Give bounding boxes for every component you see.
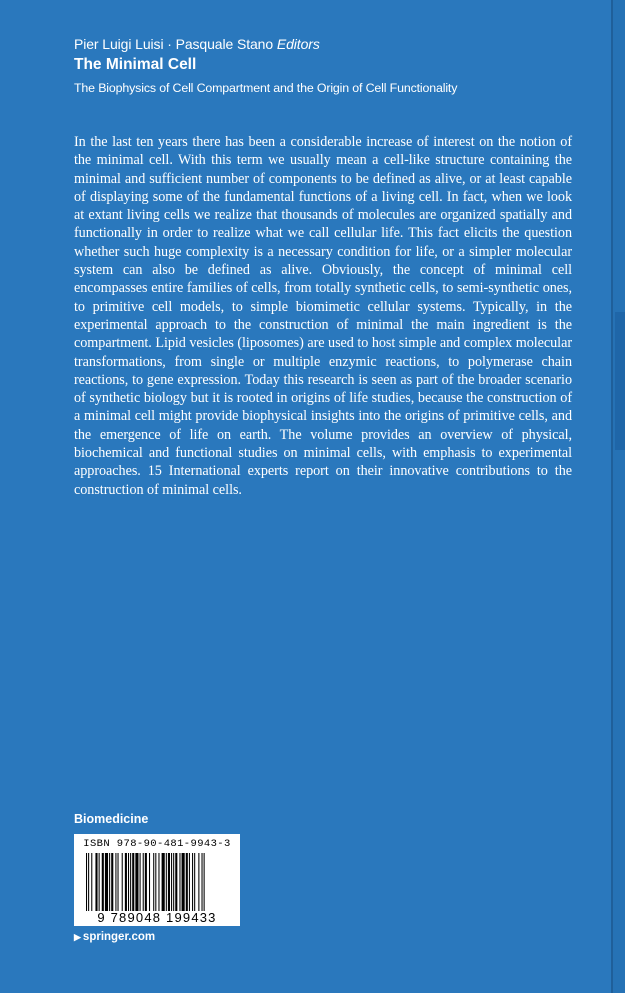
barcode-bar bbox=[118, 853, 119, 911]
barcode-bar bbox=[95, 853, 97, 911]
barcode-bar bbox=[140, 853, 141, 911]
barcode-bar bbox=[166, 853, 167, 911]
barcode-bar bbox=[204, 853, 205, 911]
barcode-bar bbox=[105, 853, 108, 911]
barcode-bar bbox=[143, 853, 144, 911]
barcode-bar bbox=[182, 853, 185, 911]
book-subtitle: The Biophysics of Cell Compartment and the Origin of Cell Functionality bbox=[74, 81, 458, 95]
barcode-bars bbox=[86, 853, 234, 911]
barcode-bar bbox=[194, 853, 195, 911]
barcode-bar bbox=[111, 853, 113, 911]
editors-role: Editors bbox=[276, 36, 320, 52]
barcode-bar bbox=[173, 853, 174, 911]
barcode-bar bbox=[128, 853, 129, 911]
isbn-barcode bbox=[74, 834, 240, 926]
barcode-bar bbox=[155, 853, 156, 911]
barcode-bar bbox=[88, 853, 89, 911]
barcode-bar bbox=[86, 853, 87, 911]
author-names: Pier Luigi Luisi · Pasquale Stano bbox=[74, 36, 274, 52]
barcode-bar bbox=[99, 853, 100, 911]
barcode-bar bbox=[125, 853, 127, 911]
spine-edge bbox=[613, 0, 625, 993]
barcode-digits: 9 789048 199433 bbox=[97, 910, 217, 925]
isbn-label: ISBN 978-90-481-9943-3 bbox=[83, 838, 231, 850]
barcode-bar bbox=[179, 853, 180, 911]
book-title: The Minimal Cell bbox=[74, 56, 197, 73]
barcode-bar bbox=[130, 853, 131, 911]
publisher-website[interactable] bbox=[74, 930, 155, 944]
barcode-bar bbox=[109, 853, 110, 911]
barcode-bar bbox=[198, 853, 199, 911]
back-cover-blurb: In the last ten years there has been a considerable increase of interest on the notion of the minimal cell. With this term we usually mean a cell-like structure containing the minimal and sufficient number of components to be defined as alive, or at least capable of displaying some of the fundamental functions of a living cell. In fact, when we look at extant living cells we realize that thousands of molecules are organized spatially and functionally in order to realize what we call cellular life. This fact elicits the question whether such huge complexity is a necessary condition for life, or a simpler molecular system can also be defined as alive. Obviously, the concept of minimal cell encompasses entire families of cells, from totally synthetic cells, to semi-synthetic ones, to primitive cell models, to simple biomimetic cellular systems. Typically, in the experimental approach to the construction of minimal the main ingredient is the compartment. Lipid vesicles (liposomes) are used to host simple and complex molecular transformations, from single or multiple enzymic reactions, to polymerase chain reactions, to gene expression. Today this research is seen as part of the broader scenario of synthetic biology but it is rooted in origins of life studies, because the construction of a minimal cell might provide biophysical insights into the origins of primitive cells, and the emergence of life on earth. The volume provides an overview of physical, biochemical and functional studies on minimal cells, with emphasis to experimental approaches. 15 International experts report on their innovative contributions to the construction of minimal cells. bbox=[74, 134, 572, 498]
spine-tab bbox=[615, 312, 625, 450]
triangle-right-icon: ▶ bbox=[74, 932, 81, 942]
barcode-bar bbox=[186, 853, 188, 911]
barcode-bar bbox=[189, 853, 190, 911]
barcode-bar bbox=[135, 853, 138, 911]
barcode-bar bbox=[153, 853, 154, 911]
subject-category: Biomedicine bbox=[74, 812, 149, 826]
barcode-bar bbox=[202, 853, 203, 911]
barcode-bar bbox=[102, 853, 104, 911]
barcode-bar bbox=[132, 853, 134, 911]
editors-line bbox=[74, 34, 594, 54]
book-header bbox=[74, 34, 594, 97]
barcode-bar bbox=[149, 853, 150, 911]
barcode-bar bbox=[115, 853, 116, 911]
barcode-bar bbox=[158, 853, 159, 911]
barcode-bar bbox=[192, 853, 193, 911]
barcode-bar bbox=[171, 853, 172, 911]
barcode-bar bbox=[91, 853, 92, 911]
barcode-bar bbox=[145, 853, 147, 911]
barcode-bar bbox=[122, 853, 123, 911]
barcode-bar bbox=[168, 853, 170, 911]
barcode-bar bbox=[162, 853, 165, 911]
website-label: springer.com bbox=[82, 931, 156, 943]
barcode-bar bbox=[175, 853, 177, 911]
